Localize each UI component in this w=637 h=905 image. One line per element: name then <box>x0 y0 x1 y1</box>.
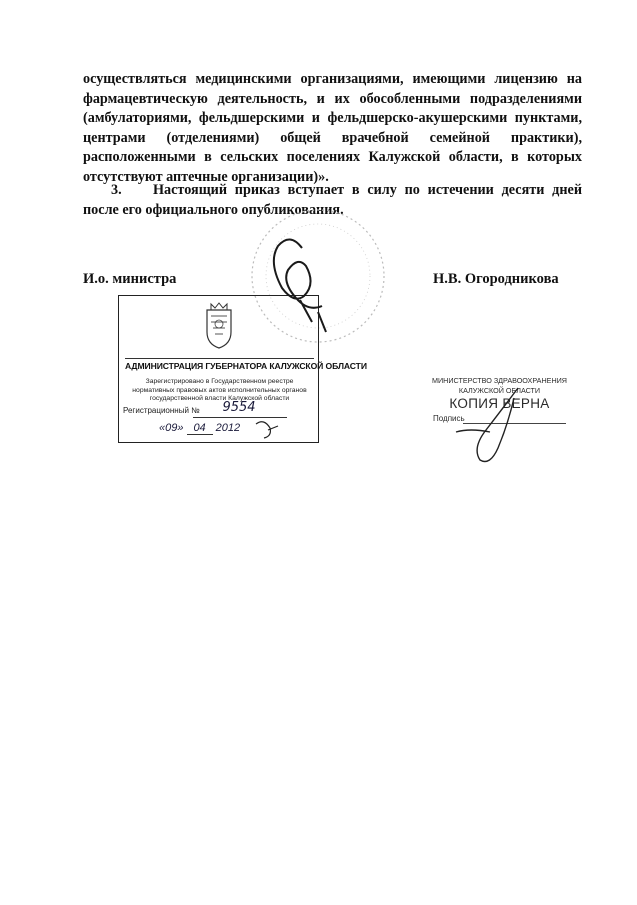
ministry-line: МИНИСТЕРСТВО ЗДРАВООХРАНЕНИЯ <box>431 376 567 385</box>
stamp-text: Зарегистрировано в Государственном реестре нормативных правовых актов исполнительных органов государственной власти Калужской области <box>132 378 307 403</box>
minister-signature <box>274 239 326 332</box>
region-line: КАЛУЖСКОЙ ОБЛАСТИ <box>458 386 541 395</box>
registration-label: Регистрационный № <box>123 406 200 415</box>
date-year: 2012 <box>215 422 241 434</box>
signatory-name: Н.В. Огородникова <box>433 271 559 287</box>
copy-title: КОПИЯ ВЕРНА <box>449 396 550 411</box>
item-text: Настоящий приказ вступает в силу по истечении десяти дней после его официального опубликования. <box>83 182 582 218</box>
paragraph-continuation: осуществляться медицинскими организациями, имеющими лицензию на фармацевтическую деятельность, и их обособленными подразделениями (амбулаториями, фельдшерскими и фельдшерско-акушерскими пунктами, центрами (отделениями) общей врачебной семейной практики), расположенными в сельских поселениях Калужской области, в которых отсутствуют аптечные организации)». <box>83 71 582 185</box>
signatory-title: И.о. министра <box>83 271 177 287</box>
date-day: 09 <box>165 422 178 434</box>
signature-label: Подпись <box>433 414 465 423</box>
stamp-header: АДМИНИСТРАЦИЯ ГУБЕРНАТОРА КАЛУЖСКОЙ ОБЛАСТИ <box>125 358 314 371</box>
date-month: 04 <box>187 422 213 435</box>
copy-signature <box>456 388 518 462</box>
reg-stamp-initials <box>256 422 278 438</box>
registration-date: «09» 04 2012 <box>159 422 241 434</box>
registration-number: 9554 <box>222 400 256 415</box>
item-number: 3. <box>111 182 122 198</box>
